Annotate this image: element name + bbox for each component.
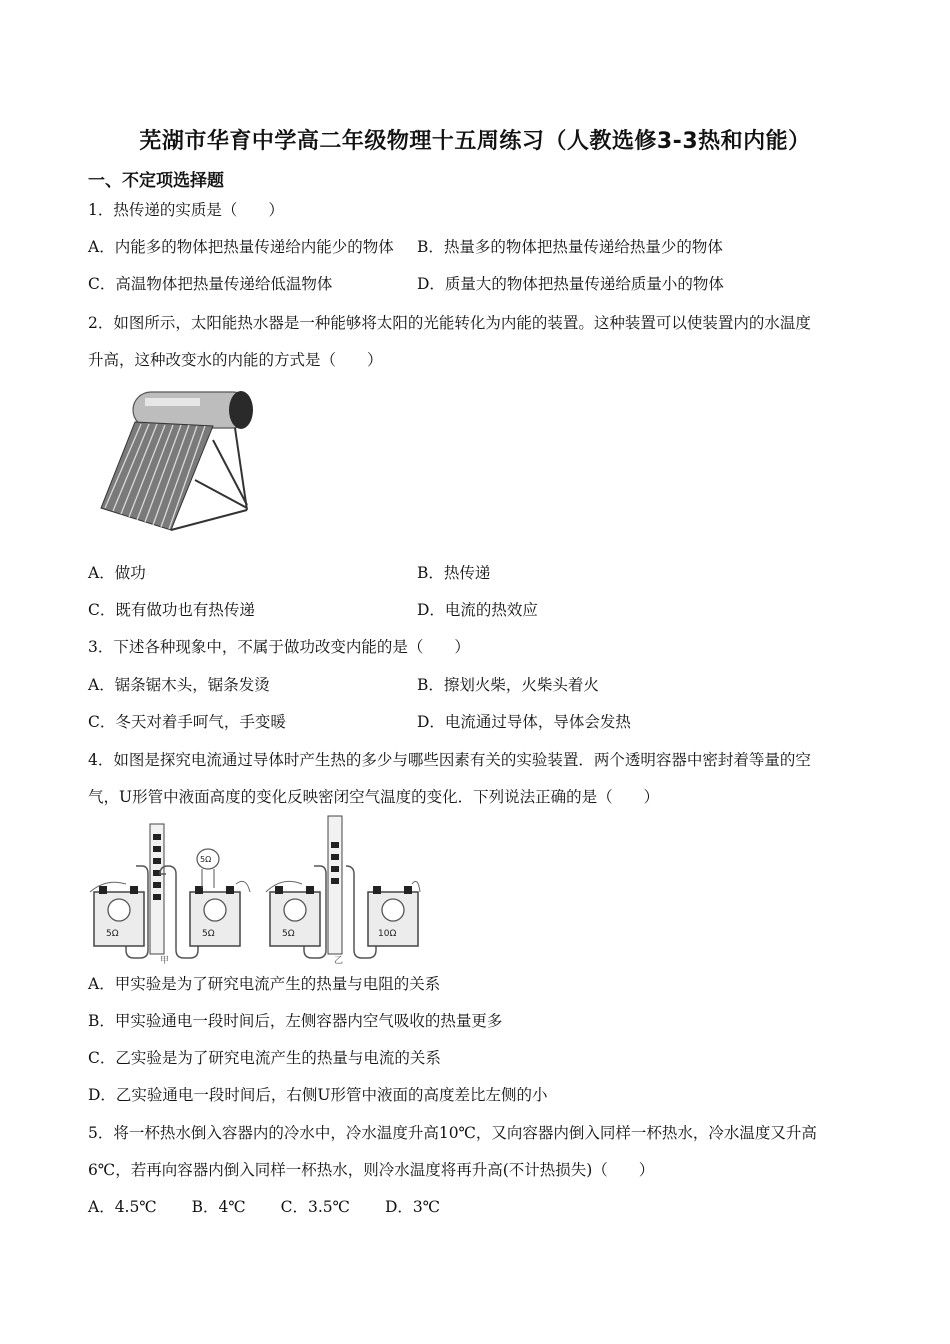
question-1-option-a: A．内能多的物体把热量传递给内能少的物体 bbox=[88, 238, 394, 256]
question-3-option-d: D．电流通过导体，导体会发热 bbox=[417, 713, 631, 731]
figure-label-jia: 甲 bbox=[160, 956, 170, 964]
question-4-stem-line-2: 气，U形管中液面高度的变化反映密闭空气温度的变化．下列说法正确的是（ ） bbox=[88, 788, 660, 806]
question-4-option-c: C．乙实验是为了研究电流产生的热量与电流的关系 bbox=[88, 1049, 441, 1067]
question-5-option-b: B．4℃ bbox=[191, 1198, 246, 1216]
question-3-option-c: C．冬天对着手呵气，手变暖 bbox=[88, 713, 286, 731]
solar-water-heater-figure bbox=[95, 380, 260, 540]
question-3-option-a: A．锯条锯木头，锯条发烫 bbox=[88, 676, 270, 694]
question-1-option-c: C．高温物体把热量传递给低温物体 bbox=[88, 275, 333, 293]
question-5-options bbox=[88, 1195, 470, 1217]
question-2-option-a: A．做功 bbox=[88, 564, 146, 582]
question-5-option-d: D．3℃ bbox=[384, 1198, 441, 1216]
resistor-label: 5Ω bbox=[202, 929, 215, 939]
question-5-stem-line-2: 6℃，若再向容器内倒入同样一杯热水，则冷水温度将再升高(不计热损失)（ ） bbox=[88, 1161, 655, 1179]
resistor-label: 5Ω bbox=[200, 855, 212, 864]
joule-heating-experiment-figure bbox=[86, 812, 422, 964]
question-2-stem-line-2: 升高，这种改变水的内能的方式是（ ） bbox=[88, 351, 383, 369]
question-1-option-d: D．质量大的物体把热量传递给质量小的物体 bbox=[417, 275, 724, 293]
question-5-option-a: A．4.5℃ bbox=[88, 1198, 157, 1216]
question-4-stem-line-1: 4．如图是探究电流通过导体时产生热的多少与哪些因素有关的实验装置．两个透明容器中密封着等量的空 bbox=[88, 751, 811, 769]
question-2-option-b: B．热传递 bbox=[417, 564, 491, 582]
resistor-label: 5Ω bbox=[106, 929, 119, 939]
question-4-option-d: D．乙实验通电一段时间后，右侧U形管中液面的高度差比左侧的小 bbox=[88, 1086, 548, 1104]
question-2-option-d: D．电流的热效应 bbox=[417, 601, 538, 619]
question-3-option-b: B．擦划火柴，火柴头着火 bbox=[417, 676, 599, 694]
page-title: 芜湖市华育中学高二年级物理十五周练习（人教选修3-3热和内能） bbox=[139, 129, 811, 154]
figure-label-yi: 乙 bbox=[334, 956, 344, 964]
question-2-option-c: C．既有做功也有热传递 bbox=[88, 601, 255, 619]
question-3-stem: 3．下述各种现象中，不属于做功改变内能的是（ ） bbox=[88, 638, 470, 656]
question-5-stem-line-1: 5．将一杯热水倒入容器内的冷水中，冷水温度升高10℃，又向容器内倒入同样一杯热水，冷水温度又升高 bbox=[88, 1124, 817, 1142]
question-4-option-b: B．甲实验通电一段时间后，左侧容器内空气吸收的热量更多 bbox=[88, 1012, 503, 1030]
section-heading: 一、不定项选择题 bbox=[88, 171, 224, 191]
question-2-stem-line-1: 2．如图所示，太阳能热水器是一种能够将太阳的光能转化为内能的装置。这种装置可以使装置内的水温度 bbox=[88, 314, 811, 332]
resistor-label: 5Ω bbox=[282, 929, 295, 939]
resistor-label: 10Ω bbox=[378, 929, 397, 939]
question-4-option-a: A．甲实验是为了研究电流产生的热量与电阻的关系 bbox=[88, 975, 441, 993]
question-1-stem: 1．热传递的实质是（ ） bbox=[88, 201, 284, 219]
question-1-option-b: B．热量多的物体把热量传递给热量少的物体 bbox=[417, 238, 723, 256]
question-5-option-c: C．3.5℃ bbox=[280, 1198, 351, 1216]
